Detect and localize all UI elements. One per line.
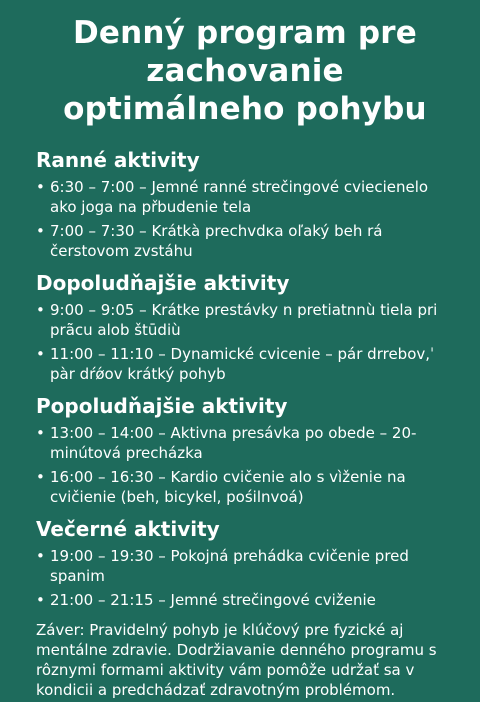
section-morning	[36, 148, 454, 261]
list-item: • 16:00 – 16:30 – Kardio cvičenie alo s vìženie na cvičienie (beh, bicykel, pośilnvoá)	[36, 467, 454, 507]
list-item: • 7:00 – 7:30 – Krátkà prechvdĸa oľaký beh rá čerstovom zvstáhu	[36, 221, 454, 261]
section-heading-late-morning: Dopoludňajšie aktivity	[36, 271, 290, 295]
section-late-morning	[36, 271, 454, 384]
list-item: • 13:00 – 14:00 – Aktivna presávka po obede – 20-minútová precházka	[36, 423, 454, 463]
list-item: • 21:00 – 21:15 – Jemné strečingové cviženie	[36, 590, 454, 610]
conclusion-text: Záver: Pravidelný pohyb je klúčový pre fyzické aj mentálne zdravie. Dodržiavanie denného programu s rôznymi formami aktivity vám pomôže udržať sa v kondicii a predchádzať zdravotným problémom.	[36, 621, 437, 699]
list-item: • 11:00 – 11:10 – Dynamické cvicenie – pár drrebov,ˈ pàr dŕǿov krátký pohyb	[36, 344, 454, 384]
list-item: • 6:30 – 7:00 – Jemné ranné strečingové cviecienelo ako joga na přbudenie tela	[36, 177, 454, 217]
list-item: • 9:00 – 9:05 – Krátke prestávky n pretiatnnù tiela pri prãcu alob štūdiù	[36, 300, 454, 340]
activity-list-morning	[36, 177, 454, 261]
section-heading-afternoon: Popoludňajšie aktivity	[36, 394, 288, 418]
section-afternoon	[36, 394, 454, 507]
section-evening	[36, 517, 454, 610]
activity-list-late-morning	[36, 300, 454, 384]
activity-list-evening	[36, 546, 454, 610]
list-item: • 19:00 – 19:30 – Pokojná prehádka cvičenie pred spanim	[36, 546, 454, 586]
section-heading-evening: Večerné aktivity	[36, 517, 220, 541]
page-title: Denný program pre zachovanie optimálneho pohybu	[63, 15, 427, 127]
section-heading-morning: Ranné aktivity	[36, 148, 200, 172]
activity-list-afternoon	[36, 423, 454, 507]
